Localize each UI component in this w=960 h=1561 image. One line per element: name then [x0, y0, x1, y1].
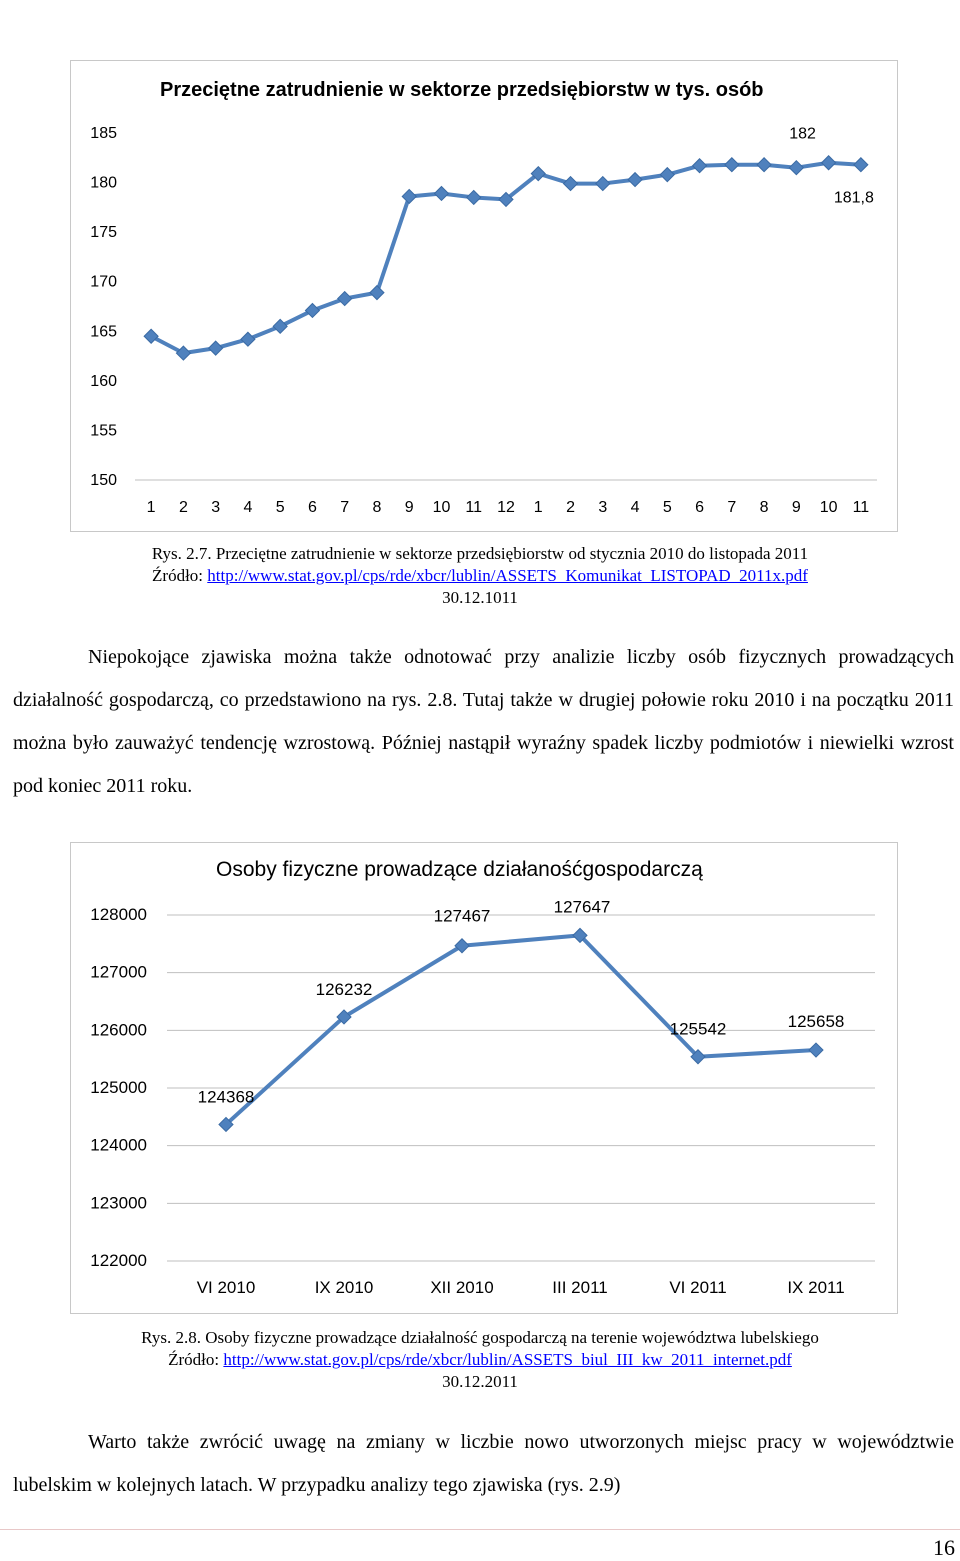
data-label: 125542	[669, 1019, 727, 1039]
x-tick-label: 2	[566, 499, 575, 516]
x-tick-label: 4	[243, 499, 253, 516]
x-tick-label: 7	[727, 499, 737, 516]
x-tick-label: 5	[662, 499, 672, 516]
data-point-marker	[209, 341, 223, 355]
x-tick-label: 1	[146, 499, 156, 516]
y-tick-label: 155	[90, 422, 117, 440]
data-point-marker	[241, 332, 255, 346]
employment-chart-plot	[71, 61, 897, 531]
data-point-marker	[725, 158, 739, 172]
figure-caption-2-8	[0, 1327, 960, 1393]
figure-caption-2-7	[0, 543, 960, 609]
y-tick-label: 185	[90, 125, 117, 142]
page-number: 16	[933, 1535, 955, 1560]
data-label: 124368	[197, 1087, 255, 1107]
x-tick-label: 2	[178, 499, 188, 516]
data-label: 127647	[553, 897, 611, 917]
caption-date: 30.12.2011	[442, 1372, 518, 1391]
data-point-marker	[176, 346, 190, 360]
x-tick-label: III 2011	[552, 1278, 608, 1297]
body-paragraph	[13, 636, 954, 808]
source-link[interactable]: http://www.stat.gov.pl/cps/rde/xbcr/lublin/ASSETS_Komunikat_LISTOPAD_2011x.pdf	[207, 566, 808, 585]
x-tick-label: 8	[759, 499, 769, 516]
caption-title: Rys. 2.8. Osoby fizyczne prowadzące działalność gospodarczą na terenie województwa lubelskiego	[141, 1328, 819, 1347]
y-tick-label: 125000	[90, 1078, 147, 1097]
x-tick-label: 12	[497, 499, 515, 516]
x-tick-label: IX 2010	[314, 1278, 374, 1297]
x-tick-label: 10	[432, 499, 451, 516]
data-point-marker	[596, 177, 610, 191]
x-tick-label: 11	[852, 499, 870, 516]
y-tick-label: 170	[90, 273, 117, 291]
data-point-marker	[338, 292, 352, 306]
x-tick-label: IX 2011	[787, 1278, 845, 1297]
y-tick-label: 150	[90, 472, 117, 489]
y-tick-label: 126000	[90, 1020, 147, 1040]
data-label: 181,8	[833, 189, 874, 207]
y-tick-label: 122000	[90, 1251, 147, 1270]
paragraph-text: Warto także zwrócić uwagę na zmiany w liczbie nowo utworzonych miejsc pracy w województwie lubelskim w kolejnych latach. W przypadku analizy tego zjawiska (rys. 2.9)	[13, 1431, 954, 1496]
data-label: 182	[789, 125, 816, 143]
y-tick-label: 128000	[90, 905, 147, 924]
data-point-marker	[789, 161, 803, 175]
caption-source	[0, 1349, 960, 1371]
x-tick-label: 6	[307, 499, 317, 516]
source-prefix: Źródło:	[168, 1350, 224, 1369]
chart-title: Przeciętne zatrudnienie w sektorze przedsiębiorstw w tys. osób	[160, 79, 764, 101]
x-tick-label: VI 2010	[196, 1278, 256, 1297]
x-tick-label: 3	[598, 499, 608, 516]
data-point-marker	[693, 159, 707, 173]
x-tick-label: 4	[630, 499, 640, 516]
data-point-marker	[144, 329, 158, 343]
x-tick-label: 3	[211, 499, 221, 516]
y-tick-label: 175	[90, 224, 117, 242]
x-tick-label: VI 2011	[669, 1278, 727, 1297]
x-tick-label: 5	[275, 499, 285, 516]
x-tick-label: 1	[533, 499, 543, 516]
x-tick-label: 6	[695, 499, 705, 516]
caption-title: Rys. 2.7. Przeciętne zatrudnienie w sektorze przedsiębiorstw od stycznia 2010 do listopada 2011	[151, 544, 809, 563]
data-point-marker	[822, 156, 836, 170]
y-tick-label: 160	[90, 372, 117, 390]
data-point-marker	[564, 177, 578, 191]
y-tick-label: 124000	[90, 1135, 147, 1155]
data-point-marker	[660, 168, 674, 182]
y-tick-label: 123000	[90, 1193, 147, 1213]
data-point-marker	[854, 158, 868, 172]
x-tick-label: 11	[465, 499, 483, 516]
series-line	[151, 163, 861, 353]
caption-source	[0, 565, 960, 587]
data-point-marker	[757, 158, 771, 172]
source-link[interactable]: http://www.stat.gov.pl/cps/rde/xbcr/lublin/ASSETS_biul_III_kw_2011_internet.pdf	[223, 1350, 792, 1369]
y-tick-label: 127000	[90, 962, 147, 982]
self-employed-chart	[70, 842, 898, 1314]
x-tick-label: 10	[819, 499, 838, 516]
data-label: 125658	[787, 1012, 845, 1032]
y-tick-label: 180	[90, 174, 117, 192]
paragraph-text: Niepokojące zjawiska można także odnotować przy analizie liczby osób fizycznych prowadzących działalność gospodarczą, co przedstawiono na rys. 2.8. Tutaj także w drugiej połowie roku 2010 i na początku 2011 można było zauważyć tendencję wzrostową. Później nastąpił wyraźny spadek liczby podmiotów i niewielki wzrost pod koniec 2011 roku.	[13, 646, 954, 797]
data-point-marker	[809, 1043, 823, 1057]
x-tick-label: 9	[791, 499, 801, 516]
data-label: 126232	[315, 979, 373, 999]
data-point-marker	[628, 173, 642, 187]
source-prefix: Źródło:	[152, 566, 208, 585]
x-tick-label: 7	[340, 499, 350, 516]
caption-date: 30.12.1011	[442, 588, 518, 607]
x-tick-label: 8	[372, 499, 382, 516]
data-point-marker	[434, 186, 448, 200]
data-point-marker	[402, 189, 416, 203]
body-paragraph	[13, 1421, 954, 1507]
data-point-marker	[273, 319, 287, 333]
data-point-marker	[305, 303, 319, 317]
x-tick-label: XII 2010	[430, 1278, 494, 1297]
self-employed-chart-plot	[71, 843, 897, 1313]
data-point-marker	[467, 190, 481, 204]
chart-title: Osoby fizyczne prowadzące działanośćgospodarczą	[216, 858, 703, 881]
data-label: 127467	[433, 906, 491, 926]
x-tick-label: 9	[404, 499, 414, 516]
y-tick-label: 165	[90, 323, 117, 341]
data-point-marker	[370, 286, 384, 300]
employment-chart	[70, 60, 898, 532]
footer-divider	[0, 1529, 960, 1530]
